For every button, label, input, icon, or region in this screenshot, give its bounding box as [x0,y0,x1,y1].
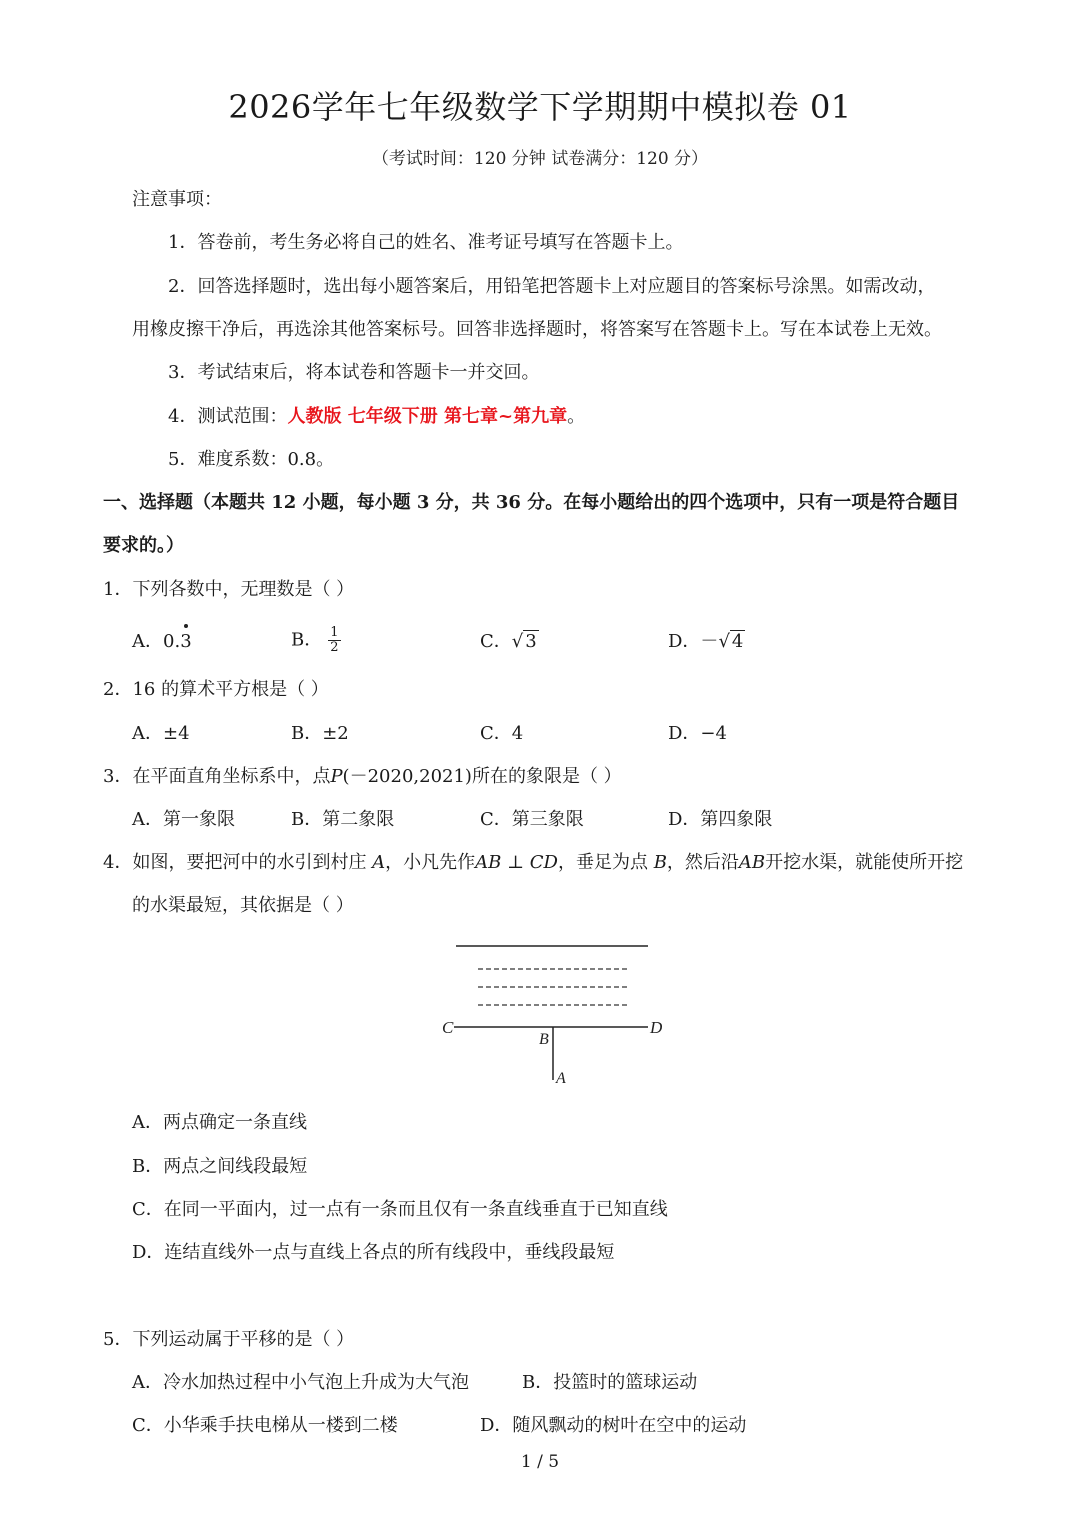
question-1-stem: 1．下列各数中，无理数是（ ） [103,579,355,600]
fraction: $\frac{1}{2}$ [330,625,339,655]
river-diagram-svg [436,940,672,1088]
exam-info: （考试时间：120 分钟 试卷满分：120 分） [371,149,709,169]
label-c: C [442,1018,454,1037]
question-3-option-c: C．第三象限 [480,809,584,830]
notice-item-4-label: 4．测试范围： [168,406,288,427]
question-4-stem-cont: 的水渠最短，其依据是（ ） [132,895,354,916]
river-diagram [436,940,672,1088]
question-3-stem: 3．在平面直角坐标系中，点𝑃(－2020,2021)所在的象限是（ ） [103,766,622,787]
notice-item-3: 3．考试结束后，将本试卷和答题卡一并交回。 [168,362,540,383]
question-4-option-a: A．两点确定一条直线 [132,1112,307,1133]
question-5-option-b: B．投篮时的篮球运动 [522,1372,698,1393]
question-4-stem: 4．如图，要把河中的水引到村庄 𝐴，小凡先作𝐴𝐵 ⊥ 𝐶𝐷，垂足为点 𝐵，然后沿𝐴𝐵开挖水渠，就能使所开挖 [103,852,964,873]
notice-item-1: 1．答卷前，考生务必将自己的姓名、准考证号填写在答题卡上。 [168,232,684,253]
label-a: A [556,1070,566,1087]
sqrt-icon: √ 3 [511,631,537,652]
question-2-option-a: A．±4 [132,723,190,744]
question-2-option-d: D．−4 [668,723,727,744]
question-1-option-d: D．－√ 4 [668,631,744,652]
label-b: B [539,1031,549,1048]
notice-item-4 [168,405,585,429]
question-4-option-b: B．两点之间线段最短 [132,1156,308,1177]
question-2-option-b: B．±2 [291,723,349,744]
sqrt-icon: √ 4 [718,631,744,652]
label-d: D [650,1018,663,1037]
question-5-option-c: C．小华乘手扶电梯从一楼到二楼 [132,1415,398,1436]
section-heading-1: 一、选择题（本题共 12 小题，每小题 3 分，共 36 分。在每小题给出的四个选项中，只有一项是符合题目 [103,492,960,513]
test-scope: 人教版 七年级下册 第七章~第九章 [287,406,568,427]
question-4-option-d: D．连结直线外一点与直线上各点的所有线段中，垂线段最短 [132,1242,615,1263]
notice-heading: 注意事项： [132,189,222,210]
section-heading-1-cont: 要求的。） [103,535,184,556]
question-2-stem: 2．16 的算术平方根是（ ） [103,679,329,700]
question-4-option-c: C．在同一平面内，过一点有一条而且仅有一条直线垂直于已知直线 [132,1199,668,1220]
page-number: 1 / 5 [520,1452,560,1472]
question-3-option-d: D．第四象限 [668,809,773,830]
question-5-stem: 5．下列运动属于平移的是（ ） [103,1329,355,1350]
question-1-option-c: C．√ 3 [480,631,537,652]
notice-item-2-cont: 用橡皮擦干净后，再选涂其他答案标号。回答非选择题时，将答案写在答题卡上。写在本试卷上无效。 [132,319,942,340]
question-2-option-c: C．4 [480,723,524,744]
question-5-option-d: D．随风飘动的树叶在空中的运动 [480,1415,747,1436]
question-3-option-b: B．第二象限 [291,809,395,830]
notice-item-2: 2．回答选择题时，选出每小题答案后，用铅笔把答题卡上对应题目的答案标号涂黑。如需改动， [168,276,936,297]
question-1-option-b: B． $\frac{1}{2}$ [291,625,339,655]
page-title: 2026学年七年级数学下学期期中模拟卷 01 [228,88,852,126]
notice-item-4-end: 。 [567,406,586,427]
repeating-digit: 3 [180,631,192,652]
question-3-option-a: A．第一象限 [132,809,235,830]
question-5-option-a: A．冷水加热过程中小气泡上升成为大气泡 [132,1372,469,1393]
question-1-option-a: A．0.3 [132,631,192,652]
notice-item-5: 5．难度系数：0.8。 [168,449,335,470]
